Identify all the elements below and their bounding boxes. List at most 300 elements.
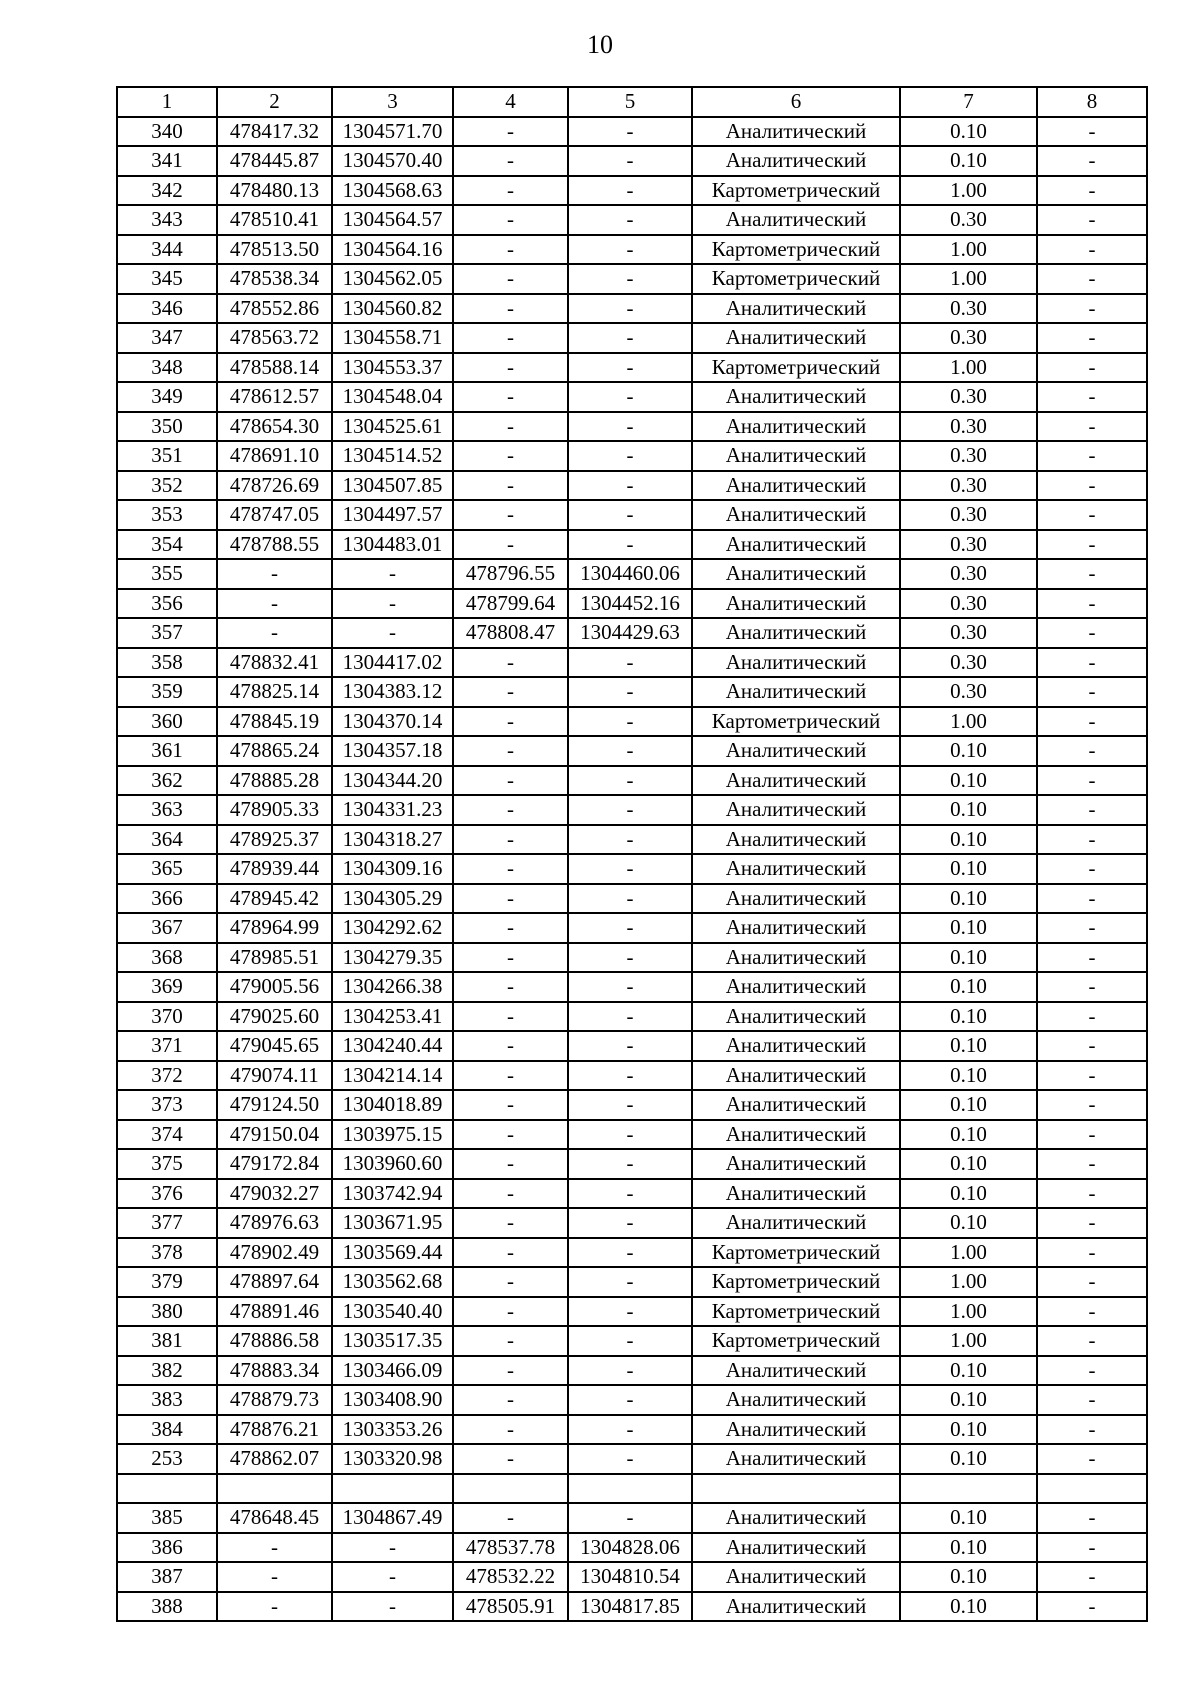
cell-accuracy: 0.10 bbox=[900, 884, 1037, 914]
cell-x-coordinate-refined: - bbox=[453, 117, 568, 147]
cell-method: Аналитический bbox=[692, 117, 900, 147]
cell-point-number: 359 bbox=[117, 677, 217, 707]
cell-x-coordinate-refined: - bbox=[453, 677, 568, 707]
cell-point-number: 387 bbox=[117, 1562, 217, 1592]
cell-x-coordinate-refined: - bbox=[453, 471, 568, 501]
cell-method: Аналитический bbox=[692, 736, 900, 766]
cell-method: Аналитический bbox=[692, 1090, 900, 1120]
table-row bbox=[117, 264, 1147, 294]
cell-y-coordinate-refined: - bbox=[568, 1503, 692, 1533]
cell-x-coordinate-existing: 478563.72 bbox=[217, 323, 332, 353]
table-row bbox=[117, 146, 1147, 176]
cell-x-coordinate-refined: - bbox=[453, 353, 568, 383]
cell-y-coordinate-refined: - bbox=[568, 1444, 692, 1474]
cell-x-coordinate-refined: - bbox=[453, 1120, 568, 1150]
cell-description: - bbox=[1037, 441, 1147, 471]
cell-accuracy: 0.10 bbox=[900, 1503, 1037, 1533]
cell-description: - bbox=[1037, 1090, 1147, 1120]
table-row bbox=[117, 854, 1147, 884]
table-row bbox=[117, 618, 1147, 648]
cell-x-coordinate-existing: 479074.11 bbox=[217, 1061, 332, 1091]
cell-point-number: 350 bbox=[117, 412, 217, 442]
cell-accuracy: 0.10 bbox=[900, 943, 1037, 973]
table-row bbox=[117, 412, 1147, 442]
cell-method: Аналитический bbox=[692, 589, 900, 619]
cell-y-coordinate-existing: 1304266.38 bbox=[332, 972, 453, 1002]
cell-x-coordinate-refined: - bbox=[453, 382, 568, 412]
cell-y-coordinate-refined: - bbox=[568, 1090, 692, 1120]
cell-y-coordinate-refined: - bbox=[568, 1326, 692, 1356]
cell-x-coordinate-existing: 478885.28 bbox=[217, 766, 332, 796]
table-row bbox=[117, 1415, 1147, 1445]
cell-y-coordinate-refined: 1304452.16 bbox=[568, 589, 692, 619]
cell-method: Аналитический bbox=[692, 559, 900, 589]
cell-x-coordinate-refined: - bbox=[453, 1238, 568, 1268]
cell-point-number: 349 bbox=[117, 382, 217, 412]
cell-method: Картометрический bbox=[692, 707, 900, 737]
table-body bbox=[117, 117, 1147, 1622]
cell-description: - bbox=[1037, 1297, 1147, 1327]
cell-x-coordinate-existing: 478845.19 bbox=[217, 707, 332, 737]
cell-y-coordinate-refined: - bbox=[568, 146, 692, 176]
cell-description: - bbox=[1037, 353, 1147, 383]
table-row bbox=[117, 884, 1147, 914]
cell-description: - bbox=[1037, 264, 1147, 294]
cell-y-coordinate-refined: 1304828.06 bbox=[568, 1533, 692, 1563]
cell-y-coordinate-existing: 1304331.23 bbox=[332, 795, 453, 825]
cell-x-coordinate-refined: - bbox=[453, 1356, 568, 1386]
cell-point-number: 378 bbox=[117, 1238, 217, 1268]
cell-x-coordinate-existing: 478865.24 bbox=[217, 736, 332, 766]
cell-y-coordinate-existing: 1303466.09 bbox=[332, 1356, 453, 1386]
cell-method: Аналитический bbox=[692, 471, 900, 501]
cell-y-coordinate-existing: - bbox=[332, 1562, 453, 1592]
table-row bbox=[117, 382, 1147, 412]
table-row bbox=[117, 1179, 1147, 1209]
cell-method: Аналитический bbox=[692, 825, 900, 855]
cell-method: Картометрический bbox=[692, 235, 900, 265]
table-row bbox=[117, 1592, 1147, 1622]
cell-y-coordinate-refined: - bbox=[568, 1415, 692, 1445]
cell-description: - bbox=[1037, 884, 1147, 914]
cell-accuracy: 1.00 bbox=[900, 176, 1037, 206]
cell-y-coordinate-existing: 1304279.35 bbox=[332, 943, 453, 973]
cell-method: Аналитический bbox=[692, 205, 900, 235]
cell-point-number: 382 bbox=[117, 1356, 217, 1386]
cell-accuracy: 1.00 bbox=[900, 1267, 1037, 1297]
cell-x-coordinate-refined: - bbox=[453, 264, 568, 294]
cell-point-number: 352 bbox=[117, 471, 217, 501]
cell-y-coordinate-refined: - bbox=[568, 707, 692, 737]
cell-x-coordinate-existing: - bbox=[217, 1592, 332, 1622]
table-row bbox=[117, 441, 1147, 471]
cell-y-coordinate-existing: 1304318.27 bbox=[332, 825, 453, 855]
cell-point-number: 354 bbox=[117, 530, 217, 560]
cell-method: Аналитический bbox=[692, 1533, 900, 1563]
cell-x-coordinate-existing: 479045.65 bbox=[217, 1031, 332, 1061]
cell-x-coordinate-refined: - bbox=[453, 235, 568, 265]
cell-y-coordinate-refined: - bbox=[568, 854, 692, 884]
cell-y-coordinate-refined: 1304429.63 bbox=[568, 618, 692, 648]
cell-x-coordinate-existing: 478886.58 bbox=[217, 1326, 332, 1356]
cell-description: - bbox=[1037, 1149, 1147, 1179]
cell-point-number: 375 bbox=[117, 1149, 217, 1179]
cell-x-coordinate-existing: 479150.04 bbox=[217, 1120, 332, 1150]
cell-description: - bbox=[1037, 795, 1147, 825]
cell-x-coordinate-refined: - bbox=[453, 913, 568, 943]
cell-point-number: 364 bbox=[117, 825, 217, 855]
cell-y-coordinate-refined: - bbox=[568, 825, 692, 855]
cell-accuracy: 1.00 bbox=[900, 707, 1037, 737]
cell-x-coordinate-refined: - bbox=[453, 648, 568, 678]
cell-description: - bbox=[1037, 176, 1147, 206]
cell-point-number: 357 bbox=[117, 618, 217, 648]
table-row bbox=[117, 235, 1147, 265]
cell-accuracy: 0.10 bbox=[900, 1444, 1037, 1474]
cell-y-coordinate-existing: 1304483.01 bbox=[332, 530, 453, 560]
cell-x-coordinate-existing: 478513.50 bbox=[217, 235, 332, 265]
cell-x-coordinate-refined: - bbox=[453, 1444, 568, 1474]
cell-y-coordinate-refined: - bbox=[568, 1385, 692, 1415]
cell-accuracy: 0.30 bbox=[900, 412, 1037, 442]
table-row bbox=[117, 1562, 1147, 1592]
cell-description: - bbox=[1037, 1533, 1147, 1563]
cell-x-coordinate-refined: - bbox=[453, 1149, 568, 1179]
cell-description: - bbox=[1037, 1385, 1147, 1415]
cell-point-number: 340 bbox=[117, 117, 217, 147]
table-row bbox=[117, 1297, 1147, 1327]
table-row bbox=[117, 589, 1147, 619]
cell-description: - bbox=[1037, 1120, 1147, 1150]
table-row bbox=[117, 1474, 1147, 1504]
table-row bbox=[117, 1031, 1147, 1061]
cell-method: Аналитический bbox=[692, 1120, 900, 1150]
cell-x-coordinate-refined: - bbox=[453, 1297, 568, 1327]
cell-method: Аналитический bbox=[692, 943, 900, 973]
cell-point-number: 351 bbox=[117, 441, 217, 471]
cell-x-coordinate-refined: - bbox=[453, 146, 568, 176]
cell-point-number: 368 bbox=[117, 943, 217, 973]
cell-description: - bbox=[1037, 1179, 1147, 1209]
cell-y-coordinate-existing: 1304253.41 bbox=[332, 1002, 453, 1032]
cell-description: - bbox=[1037, 1444, 1147, 1474]
cell-y-coordinate-refined: - bbox=[568, 1031, 692, 1061]
table-row bbox=[117, 1326, 1147, 1356]
cell-point-number: 388 bbox=[117, 1592, 217, 1622]
cell-x-coordinate-existing: 478964.99 bbox=[217, 913, 332, 943]
cell-x-coordinate-refined: - bbox=[453, 323, 568, 353]
cell-y-coordinate-refined: - bbox=[568, 1179, 692, 1209]
table-row bbox=[117, 766, 1147, 796]
cell-x-coordinate-existing: 478417.32 bbox=[217, 117, 332, 147]
cell-description: - bbox=[1037, 146, 1147, 176]
cell-description: - bbox=[1037, 1356, 1147, 1386]
table-row bbox=[117, 205, 1147, 235]
cell-x-coordinate-existing: 478939.44 bbox=[217, 854, 332, 884]
cell-description: - bbox=[1037, 471, 1147, 501]
cell-x-coordinate-existing: 478876.21 bbox=[217, 1415, 332, 1445]
cell-description: - bbox=[1037, 530, 1147, 560]
cell-x-coordinate-refined: - bbox=[453, 972, 568, 1002]
cell-x-coordinate-refined: 478537.78 bbox=[453, 1533, 568, 1563]
cell-y-coordinate-refined: - bbox=[568, 1297, 692, 1327]
cell-y-coordinate-refined: - bbox=[568, 1267, 692, 1297]
cell-y-coordinate-refined: - bbox=[568, 766, 692, 796]
cell-method: Картометрический bbox=[692, 1326, 900, 1356]
table-row bbox=[117, 1444, 1147, 1474]
cell-x-coordinate-refined: - bbox=[453, 294, 568, 324]
cell-description: - bbox=[1037, 117, 1147, 147]
cell-point-number: 367 bbox=[117, 913, 217, 943]
cell-description: - bbox=[1037, 1208, 1147, 1238]
cell-method: Аналитический bbox=[692, 1179, 900, 1209]
cell-y-coordinate-existing: 1303671.95 bbox=[332, 1208, 453, 1238]
header-row bbox=[117, 87, 1147, 117]
cell-accuracy: 1.00 bbox=[900, 353, 1037, 383]
cell-description: - bbox=[1037, 1326, 1147, 1356]
cell-y-coordinate-refined: - bbox=[568, 648, 692, 678]
table-row bbox=[117, 677, 1147, 707]
table-row bbox=[117, 117, 1147, 147]
cell-description: - bbox=[1037, 736, 1147, 766]
table-row bbox=[117, 1356, 1147, 1386]
cell-method: Картометрический bbox=[692, 264, 900, 294]
cell-x-coordinate-existing: 478480.13 bbox=[217, 176, 332, 206]
cell-accuracy: 0.30 bbox=[900, 294, 1037, 324]
cell-method: Картометрический bbox=[692, 176, 900, 206]
cell-y-coordinate-existing: 1303540.40 bbox=[332, 1297, 453, 1327]
cell-point-number: 373 bbox=[117, 1090, 217, 1120]
cell-x-coordinate-refined: - bbox=[453, 736, 568, 766]
cell-point-number: 372 bbox=[117, 1061, 217, 1091]
cell-method: Аналитический bbox=[692, 146, 900, 176]
cell-y-coordinate-refined: - bbox=[568, 1208, 692, 1238]
cell-y-coordinate-existing: 1304560.82 bbox=[332, 294, 453, 324]
cell-x-coordinate-refined: 478505.91 bbox=[453, 1592, 568, 1622]
cell-point-number: 371 bbox=[117, 1031, 217, 1061]
cell-y-coordinate-existing: 1304568.63 bbox=[332, 176, 453, 206]
cell-description: - bbox=[1037, 1238, 1147, 1268]
table-row bbox=[117, 648, 1147, 678]
cell-x-coordinate-existing: 478925.37 bbox=[217, 825, 332, 855]
cell-x-coordinate-existing: 478825.14 bbox=[217, 677, 332, 707]
cell-accuracy: 0.30 bbox=[900, 648, 1037, 678]
cell-method: Аналитический bbox=[692, 1415, 900, 1445]
cell-x-coordinate-refined: - bbox=[453, 1208, 568, 1238]
cell-point-number: 381 bbox=[117, 1326, 217, 1356]
cell-point-number: 370 bbox=[117, 1002, 217, 1032]
cell-accuracy: 0.10 bbox=[900, 913, 1037, 943]
cell-description: - bbox=[1037, 1002, 1147, 1032]
cell-description: - bbox=[1037, 205, 1147, 235]
cell-y-coordinate-existing: 1304507.85 bbox=[332, 471, 453, 501]
cell-description: - bbox=[1037, 913, 1147, 943]
cell-method: Аналитический bbox=[692, 1385, 900, 1415]
cell-point-number: 348 bbox=[117, 353, 217, 383]
cell-description: - bbox=[1037, 382, 1147, 412]
cell-x-coordinate-refined: - bbox=[453, 795, 568, 825]
cell-y-coordinate-existing: 1304514.52 bbox=[332, 441, 453, 471]
cell-x-coordinate-existing: 478445.87 bbox=[217, 146, 332, 176]
cell-y-coordinate-existing: 1304571.70 bbox=[332, 117, 453, 147]
cell-method: Аналитический bbox=[692, 766, 900, 796]
coordinates-table bbox=[116, 86, 1148, 1622]
cell-x-coordinate-refined: 478799.64 bbox=[453, 589, 568, 619]
cell-y-coordinate-refined: - bbox=[568, 1061, 692, 1091]
cell-method: Аналитический bbox=[692, 795, 900, 825]
cell-x-coordinate-refined: - bbox=[453, 943, 568, 973]
table-row bbox=[117, 1503, 1147, 1533]
cell-y-coordinate-existing: - bbox=[332, 1533, 453, 1563]
cell-accuracy: 0.30 bbox=[900, 530, 1037, 560]
cell-description bbox=[1037, 1474, 1147, 1504]
column-header-5: 5 bbox=[568, 87, 692, 117]
cell-y-coordinate-existing: 1304570.40 bbox=[332, 146, 453, 176]
cell-method: Аналитический bbox=[692, 1356, 900, 1386]
cell-y-coordinate-refined: - bbox=[568, 235, 692, 265]
cell-x-coordinate-refined: - bbox=[453, 1179, 568, 1209]
cell-accuracy: 0.30 bbox=[900, 618, 1037, 648]
cell-point-number: 379 bbox=[117, 1267, 217, 1297]
cell-accuracy: 0.10 bbox=[900, 1090, 1037, 1120]
cell-x-coordinate-refined: - bbox=[453, 1061, 568, 1091]
cell-y-coordinate-existing: - bbox=[332, 618, 453, 648]
cell-description: - bbox=[1037, 648, 1147, 678]
cell-point-number: 384 bbox=[117, 1415, 217, 1445]
cell-y-coordinate-existing: 1304383.12 bbox=[332, 677, 453, 707]
cell-point-number bbox=[117, 1474, 217, 1504]
cell-y-coordinate-refined: 1304460.06 bbox=[568, 559, 692, 589]
cell-method: Аналитический bbox=[692, 618, 900, 648]
cell-y-coordinate-existing: 1303960.60 bbox=[332, 1149, 453, 1179]
cell-accuracy: 0.30 bbox=[900, 205, 1037, 235]
cell-point-number: 376 bbox=[117, 1179, 217, 1209]
cell-method: Аналитический bbox=[692, 648, 900, 678]
cell-y-coordinate-refined: - bbox=[568, 117, 692, 147]
cell-x-coordinate-refined: - bbox=[453, 500, 568, 530]
cell-x-coordinate-existing: - bbox=[217, 589, 332, 619]
cell-point-number: 343 bbox=[117, 205, 217, 235]
cell-accuracy: 1.00 bbox=[900, 1297, 1037, 1327]
cell-description: - bbox=[1037, 589, 1147, 619]
cell-accuracy: 0.30 bbox=[900, 559, 1037, 589]
cell-description: - bbox=[1037, 1267, 1147, 1297]
page-number: 10 bbox=[587, 30, 613, 59]
cell-y-coordinate-refined: - bbox=[568, 205, 692, 235]
cell-y-coordinate-existing: 1304553.37 bbox=[332, 353, 453, 383]
cell-method: Аналитический bbox=[692, 1031, 900, 1061]
cell-y-coordinate-refined: - bbox=[568, 972, 692, 1002]
cell-point-number: 253 bbox=[117, 1444, 217, 1474]
cell-point-number: 374 bbox=[117, 1120, 217, 1150]
cell-y-coordinate-existing: 1304562.05 bbox=[332, 264, 453, 294]
cell-method: Картометрический bbox=[692, 1267, 900, 1297]
cell-description: - bbox=[1037, 972, 1147, 1002]
cell-y-coordinate-refined: - bbox=[568, 943, 692, 973]
cell-x-coordinate-existing bbox=[217, 1474, 332, 1504]
cell-point-number: 355 bbox=[117, 559, 217, 589]
cell-point-number: 366 bbox=[117, 884, 217, 914]
cell-point-number: 380 bbox=[117, 1297, 217, 1327]
cell-point-number: 363 bbox=[117, 795, 217, 825]
cell-description: - bbox=[1037, 825, 1147, 855]
cell-x-coordinate-refined: - bbox=[453, 1326, 568, 1356]
cell-method: Аналитический bbox=[692, 1503, 900, 1533]
table-row bbox=[117, 1533, 1147, 1563]
cell-accuracy: 1.00 bbox=[900, 264, 1037, 294]
cell-description: - bbox=[1037, 766, 1147, 796]
cell-y-coordinate-existing: 1304344.20 bbox=[332, 766, 453, 796]
cell-method: Аналитический bbox=[692, 294, 900, 324]
cell-accuracy: 1.00 bbox=[900, 235, 1037, 265]
cell-point-number: 344 bbox=[117, 235, 217, 265]
cell-y-coordinate-existing: 1304292.62 bbox=[332, 913, 453, 943]
cell-x-coordinate-existing: 478612.57 bbox=[217, 382, 332, 412]
cell-y-coordinate-existing: 1303742.94 bbox=[332, 1179, 453, 1209]
cell-method: Аналитический bbox=[692, 1562, 900, 1592]
cell-accuracy: 0.10 bbox=[900, 825, 1037, 855]
cell-description: - bbox=[1037, 235, 1147, 265]
cell-x-coordinate-existing: 478862.07 bbox=[217, 1444, 332, 1474]
table-row bbox=[117, 736, 1147, 766]
cell-accuracy: 1.00 bbox=[900, 1326, 1037, 1356]
cell-method: Аналитический bbox=[692, 1444, 900, 1474]
cell-y-coordinate-refined: - bbox=[568, 294, 692, 324]
cell-y-coordinate-existing: 1304417.02 bbox=[332, 648, 453, 678]
cell-y-coordinate-existing: 1304018.89 bbox=[332, 1090, 453, 1120]
cell-method: Аналитический bbox=[692, 854, 900, 884]
cell-point-number: 361 bbox=[117, 736, 217, 766]
column-header-8: 8 bbox=[1037, 87, 1147, 117]
cell-method bbox=[692, 1474, 900, 1504]
cell-x-coordinate-refined: - bbox=[453, 176, 568, 206]
cell-point-number: 341 bbox=[117, 146, 217, 176]
table-row bbox=[117, 323, 1147, 353]
cell-y-coordinate-refined: 1304817.85 bbox=[568, 1592, 692, 1622]
cell-x-coordinate-existing: 478902.49 bbox=[217, 1238, 332, 1268]
cell-y-coordinate-refined: - bbox=[568, 736, 692, 766]
table-row bbox=[117, 943, 1147, 973]
cell-y-coordinate-existing: 1303353.26 bbox=[332, 1415, 453, 1445]
cell-x-coordinate-existing: - bbox=[217, 618, 332, 648]
cell-x-coordinate-refined: - bbox=[453, 1267, 568, 1297]
cell-method: Аналитический bbox=[692, 884, 900, 914]
cell-y-coordinate-refined: - bbox=[568, 264, 692, 294]
cell-accuracy: 0.10 bbox=[900, 1385, 1037, 1415]
cell-accuracy: 0.10 bbox=[900, 736, 1037, 766]
cell-point-number: 353 bbox=[117, 500, 217, 530]
cell-x-coordinate-existing: 478691.10 bbox=[217, 441, 332, 471]
cell-description: - bbox=[1037, 1061, 1147, 1091]
column-header-3: 3 bbox=[332, 87, 453, 117]
table-row bbox=[117, 1120, 1147, 1150]
cell-y-coordinate-refined: - bbox=[568, 1149, 692, 1179]
cell-y-coordinate-refined: - bbox=[568, 441, 692, 471]
cell-x-coordinate-refined: - bbox=[453, 1503, 568, 1533]
cell-x-coordinate-refined: - bbox=[453, 1415, 568, 1445]
cell-point-number: 356 bbox=[117, 589, 217, 619]
cell-description: - bbox=[1037, 1562, 1147, 1592]
cell-x-coordinate-existing: 479172.84 bbox=[217, 1149, 332, 1179]
cell-y-coordinate-existing: 1304525.61 bbox=[332, 412, 453, 442]
cell-x-coordinate-refined: - bbox=[453, 825, 568, 855]
cell-y-coordinate-existing: 1304564.16 bbox=[332, 235, 453, 265]
cell-description: - bbox=[1037, 618, 1147, 648]
cell-x-coordinate-existing: 478905.33 bbox=[217, 795, 332, 825]
cell-y-coordinate-existing: 1303975.15 bbox=[332, 1120, 453, 1150]
cell-point-number: 360 bbox=[117, 707, 217, 737]
cell-accuracy: 0.30 bbox=[900, 382, 1037, 412]
